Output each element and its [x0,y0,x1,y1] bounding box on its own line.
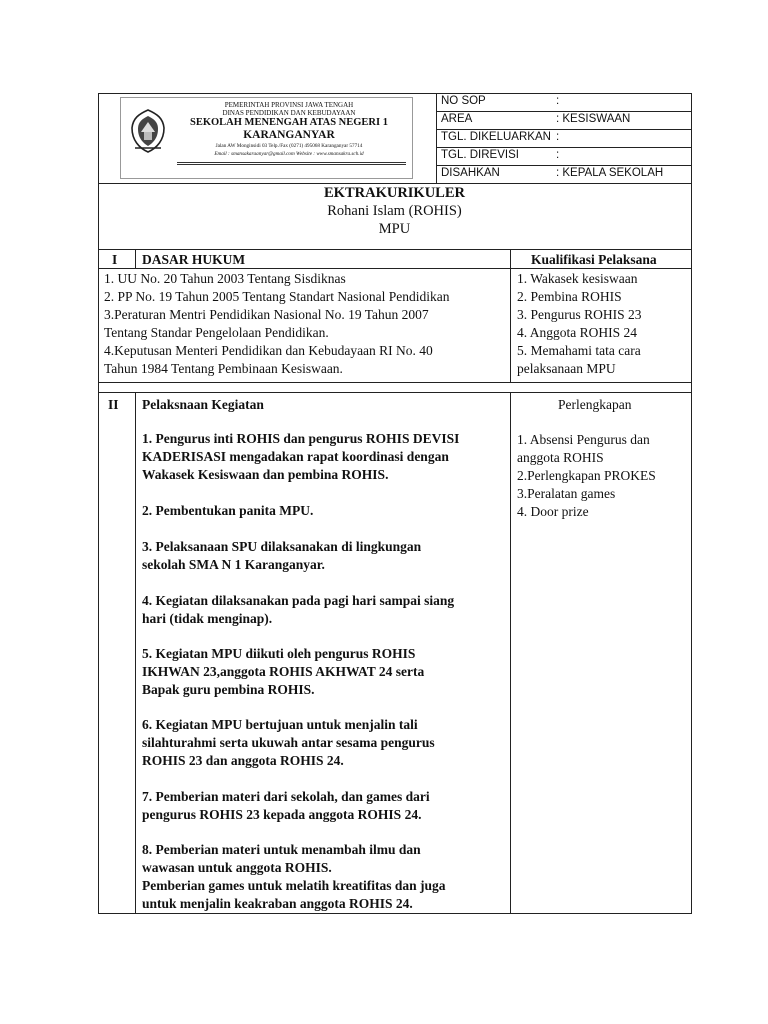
section-right-heading: Perlengkapan [558,397,632,412]
equipment-line: 3.Peralatan games [517,486,616,501]
letterhead-department: DINAS PENDIDIKAN DAN KEBUDAYAAN [222,109,356,117]
activity-item: 6. Kegiatan MPU bertujuan untuk menjalin tali silahturahmi serta ukuwah antar sesama pengurus ROHIS 23 dan anggota ROHIS 24. [142,717,435,768]
sop-value: : KESISWAAN [556,113,631,125]
equipment-line: 4. Door prize [517,504,589,519]
legal-basis-line: 2. PP No. 19 Tahun 2005 Tentang Standart Nasional Pendidikan [104,289,450,304]
qualification-line: 3. Pengurus ROHIS 23 [517,307,642,322]
sop-label: DISAHKAN [441,167,500,179]
legal-basis-line: 1. UU No. 20 Tahun 2003 Tentang Sisdiknas [104,271,346,286]
sop-value: : [556,149,560,161]
activity-item: 3. Pelaksanaan SPU dilaksanakan di lingkungan sekolah SMA N 1 Karanganyar. [142,539,422,572]
legal-basis-line: 3.Peraturan Mentri Pendidikan Nasional No. 19 Tahun 2007 [104,307,429,322]
section-number: I [112,252,118,267]
legal-basis-line: Tahun 1984 Tentang Pembinaan Kesiswaan. [104,361,343,376]
sop-label: NO SOP [441,95,486,107]
sop-label: TGL. DIREVISI [441,149,519,161]
sop-value: : KEPALA SEKOLAH [556,167,664,179]
letterhead-city: KARANGANYAR [243,129,335,141]
letterhead-government: PEMERINTAH PROVINSI JAWA TENGAH [224,101,354,109]
qualification-line: pelaksanaan MPU [517,361,616,376]
section-number: II [108,397,119,412]
section-heading: DASAR HUKUM [142,252,246,267]
document-program: MPU [378,221,411,237]
legal-basis-line: Tentang Standar Pengelolaan Pendidikan. [104,325,329,340]
section-right-heading: Kualifikasi Pelaksana [531,252,657,267]
legal-basis-line: 4.Keputusan Menteri Pendidikan dan Kebudayaan RI No. 40 [104,343,433,358]
section-heading: Pelaksnaan Kegiatan [142,397,264,412]
qualification-line: 2. Pembina ROHIS [517,289,622,304]
activity-item: 7. Pemberian materi dari sekolah, dan games dari pengurus ROHIS 23 kepada anggota ROHIS 24. [142,789,430,822]
qualification-line: 1. Wakasek kesiswaan [517,271,638,286]
letterhead [120,97,413,179]
letterhead-address: Jalan AW Monginsidi 03 Telp./Fax (0271) 495068 Karanganyar 57714 [215,143,363,149]
activity-item: 4. Kegiatan dilaksanakan pada pagi hari sampai siang hari (tidak menginap). [142,593,455,626]
equipment-line: anggota ROHIS [517,450,604,465]
activity-item: 1. Pengurus inti ROHIS dan pengurus ROHIS DEVISI KADERISASI mengadakan rapat koordinasi dengan Wakasek Kesiswaan dan pembina ROHIS. [142,431,460,482]
document-title: EKTRAKURIKULER [324,185,465,201]
activity-item: 2. Pembentukan panita MPU. [142,503,314,518]
qualification-line: 4. Anggota ROHIS 24 [517,325,638,340]
letterhead-school: SEKOLAH MENENGAH ATAS NEGERI 1 [190,117,388,128]
qualification-line: 5. Memahami tata cara [517,343,641,358]
sop-value: : [556,131,560,143]
document-subtitle: Rohani Islam (ROHIS) [327,203,462,219]
sop-label: AREA [441,113,473,125]
sop-value: : [556,95,560,107]
provincial-emblem-icon [129,108,167,154]
activity-item: 5. Kegiatan MPU diikuti oleh pengurus ROHIS IKHWAN 23,anggota ROHIS AKHWAT 24 serta Bapak guru pembina ROHIS. [142,646,425,697]
letterhead-contact: Email : smansakaraanyar@gmail.com Website : www.smansakra.sch.id [214,151,364,157]
equipment-line: 2.Perlengkapan PROKES [517,468,656,483]
activity-item: 8. Pemberian materi untuk menambah ilmu dan wawasan untuk anggota ROHIS. Pemberian games untuk melatih kreatifitas dan juga untuk menjalin keakraban anggota ROHIS 24. [142,842,446,911]
equipment-line: 1. Absensi Pengurus dan [517,432,650,447]
sop-label: TGL. DIKELUARKAN [441,131,551,143]
